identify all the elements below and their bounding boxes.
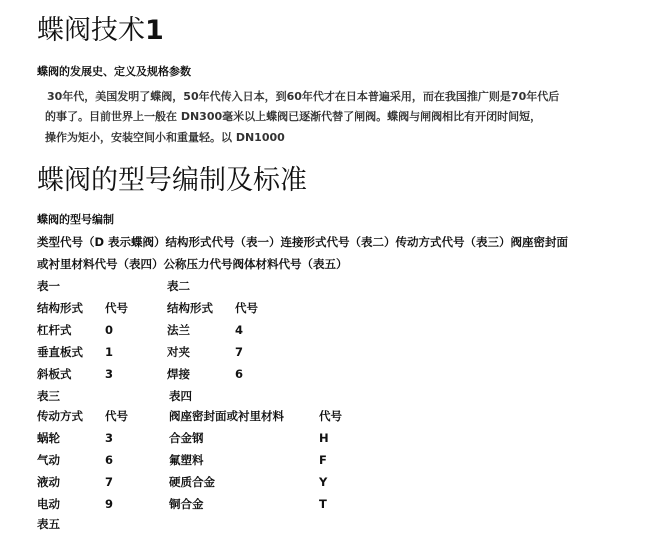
paragraph-line-3: 操作为矩小，安装空间小和重量轻。以 DN1000 [45, 131, 285, 144]
table3-row1-code: 3 [105, 431, 114, 445]
table2-caption: 表二 [167, 279, 190, 293]
table3-row1-type: 蜗轮 [37, 431, 60, 445]
table1-row1-type: 杠杆式 [37, 323, 72, 337]
table3-row4-type: 电动 [37, 497, 60, 511]
table4-row3-code: Y [319, 475, 328, 489]
section-title: 蝶阀的型号编制及标准 [37, 165, 307, 196]
table1-row1-code: 0 [105, 323, 114, 337]
table2-row1-type: 法兰 [167, 323, 190, 337]
table1-row3-code: 3 [105, 367, 114, 381]
page-title-text: 蝶阀技术 [37, 15, 145, 46]
table1-row2-type: 垂直板式 [37, 345, 83, 359]
table2-row1-code: 4 [235, 323, 244, 337]
subheading-history: 蝶阀的发展史、定义及规格参数 [37, 65, 191, 78]
table3-row3-code: 7 [105, 475, 114, 489]
table3-header-type: 传动方式 [37, 409, 83, 423]
table1-header-code: 代号 [105, 301, 128, 315]
table3-row4-code: 9 [105, 497, 114, 511]
paragraph-line-2: 的事了。目前世界上一般在 DN300毫米以上蝶阀已逐渐代替了闸阀。蝶阀与闸阀相比有开闭时间短， [45, 110, 542, 123]
table3-row2-code: 6 [105, 453, 114, 467]
table4-row1-material: 合金钢 [169, 431, 204, 445]
table2-row3-type: 焊接 [167, 367, 190, 381]
table2-row2-type: 对夹 [167, 345, 190, 359]
table4-row3-material: 硬质合金 [169, 475, 215, 489]
table1-caption: 表一 [37, 279, 60, 293]
table4-header-material: 阀座密封面或衬里材料 [169, 409, 284, 423]
description-line-2: 或衬里材料代号（表四）公称压力代号阀体材料代号（表五） [37, 257, 348, 271]
table3-row3-type: 液动 [37, 475, 60, 489]
table1-row2-code: 1 [105, 345, 114, 359]
table2-row2-code: 7 [235, 345, 244, 359]
table2-header-type: 结构形式 [167, 301, 213, 315]
description-line-1: 类型代号（D 表示蝶阀）结构形式代号（表一）连接形式代号（表二）传动方式代号（表三）阀座密封面 [37, 235, 569, 249]
table1-row3-type: 斜板式 [37, 367, 72, 381]
table3-header-code: 代号 [105, 409, 128, 423]
table4-row2-code: F [319, 453, 327, 467]
table4-row4-code: T [319, 497, 327, 511]
table5-caption: 表五 [37, 517, 60, 531]
subheading-model: 蝶阀的型号编制 [37, 213, 114, 226]
table2-row3-code: 6 [235, 367, 244, 381]
table1-header-type: 结构形式 [37, 301, 83, 315]
table4-caption: 表四 [169, 389, 192, 403]
paragraph-line-1: 30年代，美国发明了蝶阀，50年代传入日本，到60年代才在日本普遍采用，而在我国推广则是70年代后 [47, 90, 560, 103]
page-title-number: 1 [145, 15, 164, 46]
page-title [37, 17, 164, 44]
table3-row2-type: 气动 [37, 453, 60, 467]
table4-header-code: 代号 [319, 409, 342, 423]
table4-row2-material: 氟塑料 [169, 453, 204, 467]
table4-row4-material: 铜合金 [169, 497, 204, 511]
table3-caption: 表三 [37, 389, 60, 403]
table4-row1-code: H [319, 431, 329, 445]
table2-header-code: 代号 [235, 301, 258, 315]
